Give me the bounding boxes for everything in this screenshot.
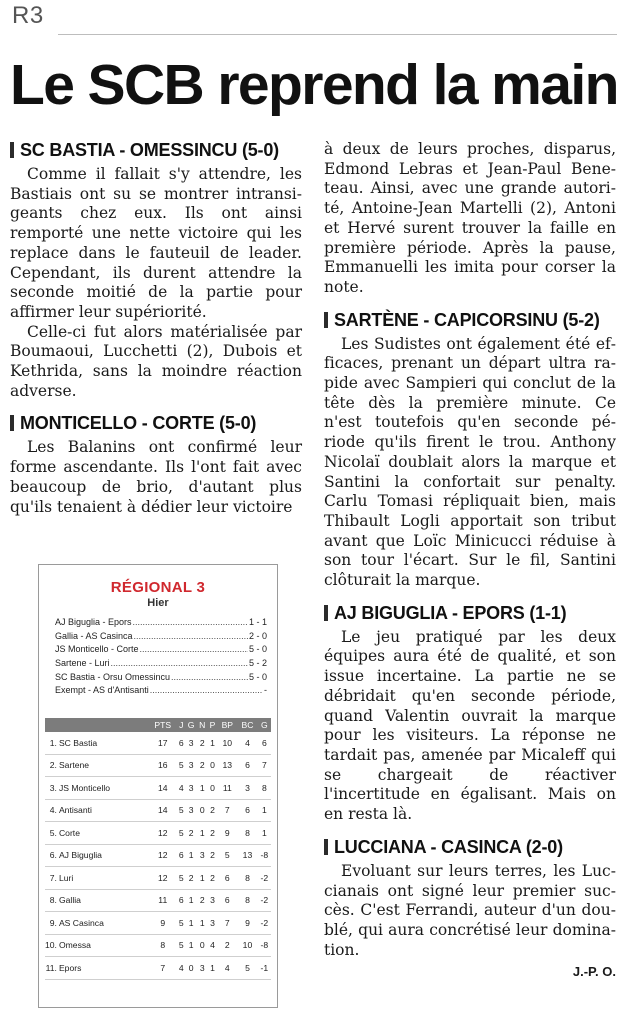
left-column <box>10 140 302 517</box>
standings-cell-n: 1 <box>197 867 208 890</box>
standings-cell-j: 5 <box>177 822 185 845</box>
standings-cell-bp: 6 <box>217 889 237 912</box>
standings-cell-diff: -2 <box>258 889 271 912</box>
standings-cell-bc: 10 <box>237 934 258 957</box>
standings-header-cell: PTS <box>148 718 177 732</box>
standings-cell-rank: 9. <box>45 912 57 935</box>
result-row <box>55 658 267 672</box>
standings-cell-team: JS Monticello <box>57 777 148 800</box>
result-row <box>55 631 267 645</box>
standings-cell-rank: 6. <box>45 844 57 867</box>
standings-cell-g: 3 <box>185 732 197 754</box>
standings-cell-g: 1 <box>185 889 197 912</box>
standings-cell-rank: 10. <box>45 934 57 957</box>
standings-cell-p: 3 <box>208 912 218 935</box>
heading-bar <box>324 312 328 328</box>
article-heading-text: SC BASTIA - OMESSINCU (5-0) <box>20 140 279 160</box>
standings-row <box>45 777 271 800</box>
standings-cell-p: 2 <box>208 799 218 822</box>
standings-cell-p: 2 <box>208 844 218 867</box>
result-match: AJ Biguglia - Epors <box>55 617 132 627</box>
standings-cell-diff: -2 <box>258 912 271 935</box>
standings-cell-g: 3 <box>185 799 197 822</box>
standings-cell-j: 5 <box>177 799 185 822</box>
standings-row <box>45 844 271 867</box>
standings-cell-diff: -8 <box>258 934 271 957</box>
standings-cell-p: 1 <box>208 732 218 754</box>
standings-cell-rank: 8. <box>45 889 57 912</box>
standings-cell-bc: 8 <box>237 822 258 845</box>
standings-cell-pts: 12 <box>148 844 177 867</box>
standings-row <box>45 799 271 822</box>
standings-table <box>45 718 271 980</box>
standings-header-cell: J <box>179 720 184 730</box>
standings-cell-pts: 17 <box>148 732 177 754</box>
author-signature: J.-P. O. <box>572 964 616 980</box>
article-paragraph: Le jeu pratiqué par les deux équipes aura été de qualité, et son issue incertaine. La partie ne se débridait qu'en seconde période, quand Valentin ouvrait la marque pour les visiteurs. La réponse ne tardait pas, amenée par Micaleff qui se chargeait de réactiver l'incertitude en égalisant. Mais on en resta là. <box>324 627 616 824</box>
standings-cell-n: 1 <box>197 912 208 935</box>
result-leader-dots <box>150 685 263 695</box>
standings-cell-n: 0 <box>197 799 208 822</box>
result-leader-dots <box>171 672 248 682</box>
standings-cell-bp: 7 <box>217 799 237 822</box>
standings-cell-j: 4 <box>177 957 185 980</box>
standings-cell-diff: 1 <box>258 822 271 845</box>
article-heading-text: SARTÈNE - CAPICORSINU (5-2) <box>334 309 600 330</box>
header-rule <box>58 34 617 35</box>
standings-cell-p: 3 <box>208 889 218 912</box>
standings-cell-j: 5 <box>177 754 185 777</box>
standings-cell-diff: -1 <box>258 957 271 980</box>
standings-header-cell: G <box>185 718 197 732</box>
standings-row <box>45 889 271 912</box>
result-score: 5 - 2 <box>248 658 267 669</box>
standings-cell-g: 2 <box>185 822 197 845</box>
box-subtitle: Hier <box>147 597 169 609</box>
standings-cell-pts: 9 <box>148 912 177 935</box>
right-column <box>324 140 616 982</box>
standings-cell-bp: 7 <box>217 912 237 935</box>
article-heading-text: MONTICELLO - CORTE (5-0) <box>20 413 257 434</box>
results-box <box>38 564 278 1008</box>
standings-cell-bc: 8 <box>237 889 258 912</box>
standings-cell-bp: 4 <box>217 957 237 980</box>
standings-cell-team: SC Bastia <box>57 732 148 754</box>
result-match: JS Monticello - Corte <box>55 644 139 655</box>
standings-cell-n: 2 <box>197 732 208 754</box>
standings-cell-j: 5 <box>177 867 185 890</box>
result-score: 5 - 0 <box>248 644 267 655</box>
result-leader-dots <box>140 644 248 654</box>
standings-cell-bc: 8 <box>237 867 258 890</box>
standings-header-cell: P <box>208 718 218 732</box>
standings-cell-diff: 7 <box>258 754 271 777</box>
article-heading <box>324 837 616 857</box>
standings-cell-bc: 5 <box>237 957 258 980</box>
standings-cell-bc: 4 <box>237 732 258 754</box>
standings-cell-bc: 6 <box>237 799 258 822</box>
standings-cell-bp: 5 <box>217 844 237 867</box>
standings-cell-rank: 3. <box>45 777 57 800</box>
result-row <box>55 644 267 658</box>
standings-cell-p: 4 <box>208 934 218 957</box>
standings-cell-team: AJ Biguglia <box>57 844 148 867</box>
standings-row <box>45 912 271 935</box>
standings-cell-bp: 2 <box>217 934 237 957</box>
result-leader-dots <box>111 658 248 668</box>
standings-cell-diff: -8 <box>258 844 271 867</box>
standings-row <box>45 957 271 980</box>
article-heading <box>324 310 616 330</box>
standings-row <box>45 867 271 890</box>
standings-cell-g: 1 <box>185 934 197 957</box>
result-score: 5 - 0 <box>248 671 267 682</box>
standings-header-cell <box>45 718 57 732</box>
standings-cell-j: 6 <box>177 844 185 867</box>
standings-cell-team: AS Casinca <box>57 912 148 935</box>
standings-row <box>45 822 271 845</box>
article-paragraph: Celle-ci fut alors matérialisée par Boumaoui, Lucchetti (2), Dubois et Kethrida, sans la moindre réaction adverse. <box>10 322 302 400</box>
standings-cell-g: 2 <box>185 867 197 890</box>
result-match: SC Bastia - Orsu Omessincu <box>55 671 171 682</box>
standings-cell-bc: 9 <box>237 912 258 935</box>
standings-cell-n: 3 <box>197 844 208 867</box>
standings-cell-team: Luri <box>57 867 148 890</box>
standings-cell-g: 1 <box>185 912 197 935</box>
standings-cell-pts: 14 <box>148 799 177 822</box>
result-leader-dots <box>133 617 248 627</box>
article-paragraph: Comme il fallait s'y attendre, les Bastiais ont su se montrer intransigeants chez eux. Ils ont ainsi remporté une nette victoire qui les replace dans le fauteuil de leader. Cependant, ils durent attendre la seconde moitié de la partie pour affirmer leur supériorité. <box>10 165 302 321</box>
standings-cell-n: 1 <box>197 822 208 845</box>
standings-cell-g: 3 <box>185 777 197 800</box>
results-list <box>55 617 267 699</box>
standings-cell-g: 3 <box>185 754 197 777</box>
standings-cell-pts: 11 <box>148 889 177 912</box>
standings-cell-j: 5 <box>177 912 185 935</box>
standings-cell-n: 2 <box>197 889 208 912</box>
standings-header-cell <box>57 718 148 732</box>
standings-header-cell: N <box>197 718 208 732</box>
standings-cell-team: Epors <box>57 957 148 980</box>
standings-cell-j: 5 <box>177 934 185 957</box>
standings-cell-rank: 5. <box>45 822 57 845</box>
heading-bar <box>324 839 328 855</box>
standings-header-row <box>45 718 271 732</box>
standings-cell-bp: 11 <box>217 777 237 800</box>
heading-bar <box>10 142 14 158</box>
standings-cell-bp: 10 <box>217 732 237 754</box>
result-row <box>55 685 267 699</box>
article-heading-text: LUCCIANA - CASINCA (2-0) <box>334 836 563 857</box>
standings-cell-pts: 8 <box>148 934 177 957</box>
standings-cell-bp: 9 <box>217 822 237 845</box>
result-leader-dots <box>134 631 248 641</box>
standings-cell-n: 2 <box>197 754 208 777</box>
standings-cell-j: 6 <box>177 889 185 912</box>
article-heading <box>10 140 302 160</box>
standings-cell-rank: 4. <box>45 799 57 822</box>
standings-cell-rank: 11. <box>45 957 57 980</box>
result-score: 2 - 0 <box>248 630 267 641</box>
standings-cell-g: 0 <box>185 957 197 980</box>
heading-bar <box>10 415 14 431</box>
standings-cell-rank: 7. <box>45 867 57 890</box>
result-match: Sartene - Luri <box>55 658 110 669</box>
section-label: R3 <box>12 2 44 29</box>
standings-cell-j: 6 <box>177 732 185 754</box>
standings-cell-p: 0 <box>208 754 218 777</box>
article-heading <box>324 603 616 623</box>
standings-cell-p: 0 <box>208 777 218 800</box>
standings-cell-diff: 8 <box>258 777 271 800</box>
standings-cell-j: 4 <box>177 777 185 800</box>
heading-bar <box>324 605 328 621</box>
box-title: RÉGIONAL 3 <box>110 579 206 596</box>
result-row <box>55 617 267 631</box>
standings-cell-diff: 1 <box>258 799 271 822</box>
standings-cell-pts: 12 <box>148 867 177 890</box>
standings-cell-pts: 12 <box>148 822 177 845</box>
standings-row <box>45 732 271 754</box>
standings-cell-diff: 6 <box>258 732 271 754</box>
standings-cell-bp: 6 <box>217 867 237 890</box>
standings-header-cell: BC <box>237 718 258 732</box>
standings-cell-bc: 13 <box>237 844 258 867</box>
article-paragraph: Les Sudistes ont également été efficaces, prenant un départ ultra rapide avec Sampieri qui conclut de la tête dès la première minute. Ce n'est toutefois qu'en seconde période qu'ils firent le trou. Anthony Nicolaï doublait alors la marque et Santini la confortait sur penalty. Carlu Tomasi répliquait bien, mais Thibault Logli apportait son tribut avant que Loïc Minicucci réduise à son tour l'écart. Sur le fil, Santini clôturait la marque. <box>324 334 616 590</box>
standings-cell-n: 1 <box>197 777 208 800</box>
standings-cell-g: 1 <box>185 844 197 867</box>
article-continuation: à deux de leurs proches, disparus, Edmond Lebras et Jean-Paul Beneteau. Ainsi, avec une grande autorité, Antoine-Jean Martelli (2), Antoni et Hervé surent trouver la faille en première période. Après la pause, Emmanuelli les imita pour corser la note. <box>324 140 616 296</box>
standings-header-cell: BP <box>217 718 237 732</box>
headline: Le SCB reprend la main <box>10 53 618 117</box>
standings-cell-p: 2 <box>208 867 218 890</box>
article-heading <box>10 413 302 433</box>
standings-row <box>45 934 271 957</box>
article-paragraph: Evoluant sur leurs terres, les Luccianais ont signé leur premier succès. C'est Ferrandi, auteur d'un doublé, qui aura concrétisé leur domination. <box>324 861 616 959</box>
standings-cell-bc: 3 <box>237 777 258 800</box>
standings-cell-p: 1 <box>208 957 218 980</box>
standings-row <box>45 754 271 777</box>
standings-cell-p: 2 <box>208 822 218 845</box>
standings-cell-diff: -2 <box>258 867 271 890</box>
result-score: 1 - 1 <box>248 617 267 627</box>
standings-cell-n: 0 <box>197 934 208 957</box>
standings-cell-team: Gallia <box>57 889 148 912</box>
standings-header-cell: G <box>258 718 271 732</box>
result-match: Gallia - AS Casinca <box>55 630 133 641</box>
standings-cell-rank: 2. <box>45 754 57 777</box>
result-match: Exempt - AS d'Antisanti <box>55 685 149 696</box>
standings-cell-bc: 6 <box>237 754 258 777</box>
article-paragraph: Les Balanins ont confirmé leur forme ascendante. Ils l'ont fait avec beaucoup de brio, d'autant plus qu'ils tenaient à dédier leur victoire <box>10 438 302 516</box>
standings-cell-team: Sartene <box>57 754 148 777</box>
standings-cell-pts: 7 <box>148 957 177 980</box>
result-score: - <box>264 685 267 696</box>
standings-cell-rank: 1. <box>45 732 57 754</box>
standings-cell-pts: 16 <box>148 754 177 777</box>
standings-cell-team: Antisanti <box>57 799 148 822</box>
result-row <box>55 672 267 686</box>
standings-cell-n: 3 <box>197 957 208 980</box>
standings-cell-team: Corte <box>57 822 148 845</box>
standings-cell-pts: 14 <box>148 777 177 800</box>
standings-cell-bp: 13 <box>217 754 237 777</box>
article-heading-text: AJ BIGUGLIA - EPORS (1-1) <box>334 602 567 623</box>
standings-cell-team: Omessa <box>57 934 148 957</box>
